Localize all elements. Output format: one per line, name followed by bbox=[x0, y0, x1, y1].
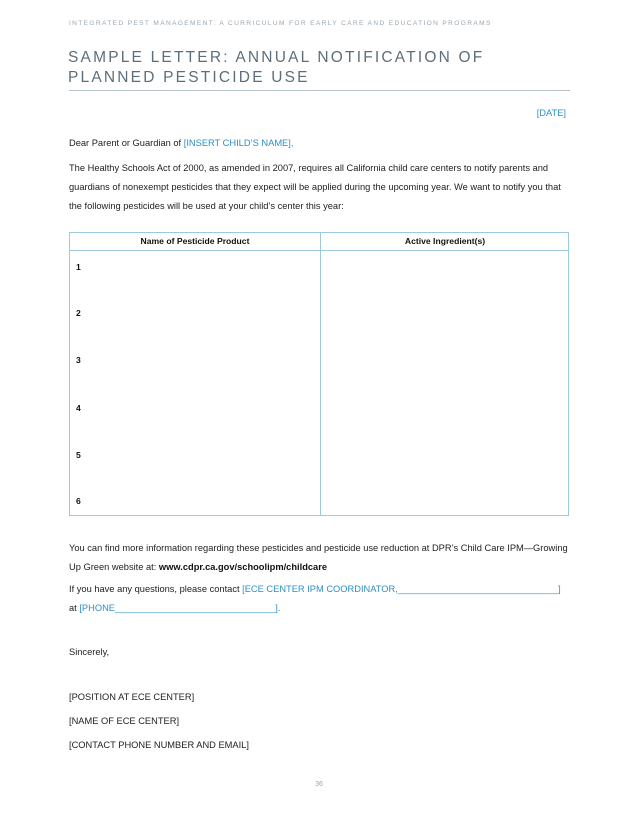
closing: Sincerely, bbox=[69, 647, 110, 657]
table-header-product: Name of Pesticide Product bbox=[140, 236, 250, 246]
table-row-number: 2 bbox=[76, 308, 81, 318]
intro-paragraph: The Healthy Schools Act of 2000, as amended in 2007, requires all California child care centers to notify parents and guardians of nonexempt pesticides that they expect will be applied during the upcoming year. We want to notify you that the following pesticides will be used at your child’s center this year: bbox=[69, 163, 561, 211]
date-placeholder: [DATE] bbox=[536, 108, 566, 118]
info-paragraph bbox=[69, 539, 574, 577]
center-name-placeholder: [NAME OF ECE CENTER] bbox=[69, 716, 180, 726]
questions-at: at bbox=[69, 603, 80, 613]
contact-placeholder: [CONTACT PHONE NUMBER AND EMAIL] bbox=[69, 740, 249, 750]
running-head: INTEGRATED PEST MANAGEMENT: A CURRICULUM FOR EARLY CARE AND EDUCATION PROGRAMS bbox=[69, 20, 492, 27]
phone-placeholder: [PHONE_______________________________]. bbox=[79, 603, 281, 613]
child-name-placeholder: [INSERT CHILD’S NAME], bbox=[183, 138, 294, 148]
table-header-ingredient: Active Ingredient(s) bbox=[404, 236, 486, 246]
table-column-divider bbox=[320, 233, 321, 515]
questions-text: If you have any questions, please contact bbox=[69, 584, 243, 594]
coordinator-placeholder: [ECE CENTER IPM COORDINATOR,_______________________________] bbox=[242, 584, 561, 594]
table-row-number: 1 bbox=[76, 262, 81, 272]
info-text: You can find more information regarding these pesticides and pesticide use reduction at DPR’s Child Care IPM—Growing Up Green website at: bbox=[69, 543, 568, 572]
pesticide-table bbox=[69, 232, 569, 516]
table-header-divider bbox=[70, 250, 568, 251]
table-row-number: 6 bbox=[76, 496, 81, 506]
salutation-text: Dear Parent or Guardian of bbox=[69, 138, 184, 148]
position-placeholder: [POSITION AT ECE CENTER] bbox=[69, 692, 195, 702]
title-divider bbox=[69, 90, 570, 91]
page-title: SAMPLE LETTER: ANNUAL NOTIFICATION OF PLANNED PESTICIDE USE bbox=[68, 49, 485, 86]
table-row-number: 4 bbox=[76, 403, 81, 413]
table-row-number: 3 bbox=[76, 355, 81, 365]
questions-paragraph bbox=[69, 580, 574, 618]
table-row-number: 5 bbox=[76, 450, 81, 460]
page-number: 36 bbox=[315, 781, 323, 788]
website-link[interactable]: www.cdpr.ca.gov/schoolipm/childcare bbox=[158, 562, 328, 572]
salutation bbox=[69, 134, 574, 153]
